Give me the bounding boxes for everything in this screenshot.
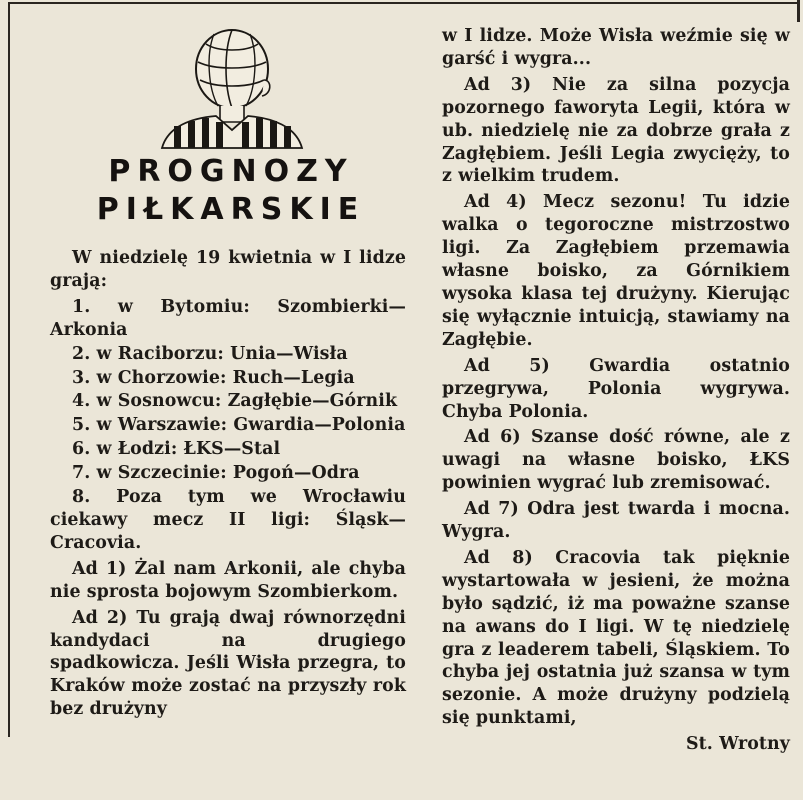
fixture-item: 8. Poza tym we Wrocławiu ciekawy mecz II ligi: Śląsk—Cracovia.	[50, 487, 406, 553]
footballer-illustration	[158, 22, 308, 150]
left-column	[50, 247, 406, 724]
paragraph: Ad 6) Szanse dość równe, ale z uwagi na własne boisko, ŁKS powinien wygrać lub zremisować.	[442, 427, 790, 494]
paragraph: Ad 8) Cracovia tak pięknie wystartowała w jesieni, że można było sądzić, iż ma poważne szanse na awans do I ligi. W tę niedzielę gra z leaderem tabeli, Śląskiem. To chyba jej ostatnia już szansa w tym sezonie. A może drużyny podzielą się punktami,	[442, 547, 790, 729]
paragraph: Ad 3) Nie za silna pozycja pozornego faworyta Legii, która w ub. niedzielę nie za dobrze grała z Zagłębiem. Jeśli Legia zwycięży, to z wielkim trudem.	[442, 74, 790, 187]
article-heading	[56, 153, 406, 229]
author-signature: St. Wrotny	[686, 734, 790, 755]
paragraph: Ad 7) Odra jest twarda i mocna. Wygra.	[442, 499, 790, 543]
fixture-item: 6. w Łodzi: ŁKS—Stal	[72, 439, 281, 460]
fixture-item: 7. w Szczecinie: Pogoń—Odra	[72, 463, 360, 484]
fixture-item: 5. w Warszawie: Gwardia—Polonia	[72, 415, 406, 436]
paragraph: Ad 1) Żal nam Arkonii, ale chyba nie sprosta bojowym Szombierkom.	[50, 558, 406, 602]
heading-line-2: PIŁKARSKIE	[96, 192, 366, 227]
frame-left-rule	[8, 2, 10, 737]
paragraph: Ad 4) Mecz sezonu! Tu idzie walka o tegoroczne mistrzostwo ligi. Za Zagłębiem przemawia własne boisko, za Górnikiem wysoka klasa tej drużyny. Kierując się wyłącznie intuicją, stawiamy na Zagłębie.	[442, 192, 790, 350]
frame-top-rule	[8, 2, 798, 4]
right-column	[442, 25, 790, 756]
fixture-item: 1. w Bytomiu: Szombierki—Arkonia	[50, 296, 406, 340]
fixture-item: 4. w Sosnowcu: Zagłębie—Górnik	[72, 391, 398, 412]
fixture-item: 2. w Raciborzu: Unia—Wisła	[72, 343, 348, 364]
frame-right-rule	[797, 0, 800, 22]
paragraph: Ad 5) Gwardia ostatnio przegrywa, Polonia wygrywa. Chyba Polonia.	[442, 355, 790, 422]
paragraph: Ad 2) Tu grają dwaj równorzędni kandydaci na drugiego spadkowicza. Jeśli Wisła przegra, to Kraków może zostać na przyszły rok bez drużyny	[50, 607, 406, 720]
paragraph: W niedzielę 19 kwietnia w I lidze grają:	[50, 248, 406, 291]
paragraph: w I lidze. Może Wisła weźmie się w garść i wygra...	[442, 26, 790, 69]
heading-line-1: PROGNOZY	[108, 154, 354, 189]
fixture-item: 3. w Chorzowie: Ruch—Legia	[72, 367, 355, 388]
